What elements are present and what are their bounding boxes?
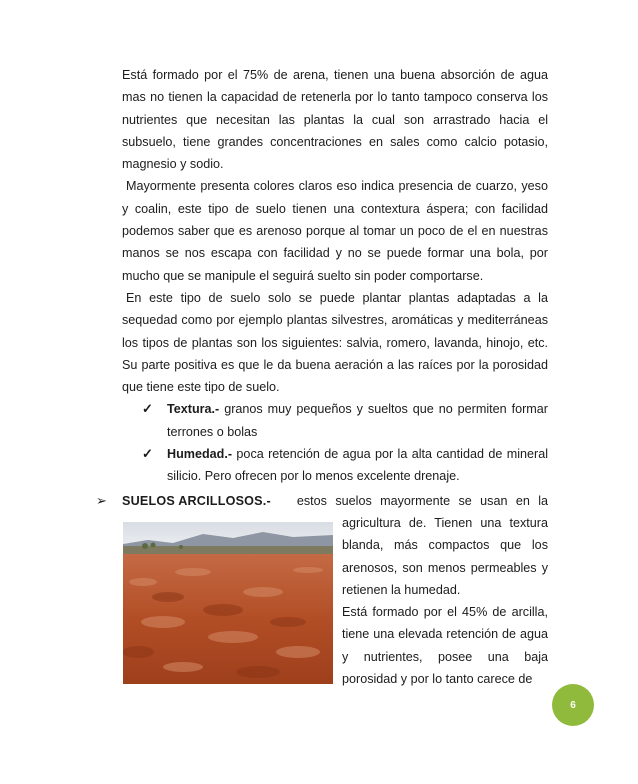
paragraph-sandy-composition: Está formado por el 75% de arena, tienen una buena absorción de agua mas no tienen la capacidad de retenerla por lo tanto tampoco conserva los nutrientes que necesitan las plantas la cual son arrastrado hacia el subsuelo, tiene grandes concentraciones en sales como calcio potasio, magnesio y sodio. [122, 68, 548, 172]
section-right-column [342, 512, 548, 690]
section-lead-text [297, 490, 548, 512]
lead-word: usan [480, 494, 508, 508]
section-heading-line [96, 490, 548, 512]
paragraph-sandy-colors: Mayormente presenta colores claros eso indica presencia de cuarzo, yeso y coalin, este tipo de suelo tienen una contextura áspera; con facilidad podemos saber que es arenoso porque al tomar un poco de el en nuestras manos se nos escapa con facilidad y no se puede formar una bola, por mucho que se manipule el seguirá suelto sin poder comportarse. [122, 179, 548, 283]
checkmark-icon: ✓ [142, 446, 153, 462]
page-number: 6 [570, 699, 576, 711]
checkmark-icon: ✓ [142, 401, 153, 417]
lead-word: se [458, 494, 472, 508]
lead-word: suelos [335, 494, 372, 508]
page-number-badge [552, 684, 594, 726]
body-text [122, 64, 548, 488]
clay-composition: Está formado por el 45% de arcilla, tiene una elevada retención de agua y nutrientes, posee una baja porosidad y por lo tanto carece de [342, 605, 548, 687]
checklist-term: Humedad.- [167, 447, 233, 462]
checklist-term: Textura.- [167, 402, 220, 417]
arrow-bullet-icon: ➢ [96, 493, 107, 508]
lead-word: en [515, 494, 530, 508]
clay-description: agricultura de. Tienen una textura blanda, más compactos que los arenosos, son menos permeables y retienen la humedad. [342, 516, 548, 597]
properties-checklist [122, 398, 548, 487]
checklist-text: poca retención de agua por la alta cantidad de mineral silicio. Pero ofrecen por lo menos excelente drenaje. [167, 447, 548, 484]
lead-word: la [538, 494, 548, 508]
checklist-text: granos muy pequeños y sueltos que no permiten formar terrones o bolas [167, 402, 548, 439]
section-clay-soils [96, 490, 548, 512]
section-title: SUELOS ARCILLOSOS.- [122, 494, 271, 508]
lead-word: mayormente [380, 494, 451, 508]
clay-soil-field-image [123, 522, 333, 684]
lead-word: estos [296, 494, 327, 508]
checklist-item-texture [142, 398, 548, 443]
paragraph-sandy-plants: En este tipo de suelo solo se puede plantar plantas adaptadas a la sequedad como por ejemplo plantas silvestres, aromáticas y mediterráneas los tipos de plantas son los siguientes: salvia, romero, lavanda, hinojo, etc. Su parte positiva es que le da buena aeración a las raíces por la porosidad que tiene este tipo de suelo. [122, 290, 548, 395]
clay-soil-photo [123, 522, 333, 684]
checklist-item-humidity [142, 443, 548, 488]
